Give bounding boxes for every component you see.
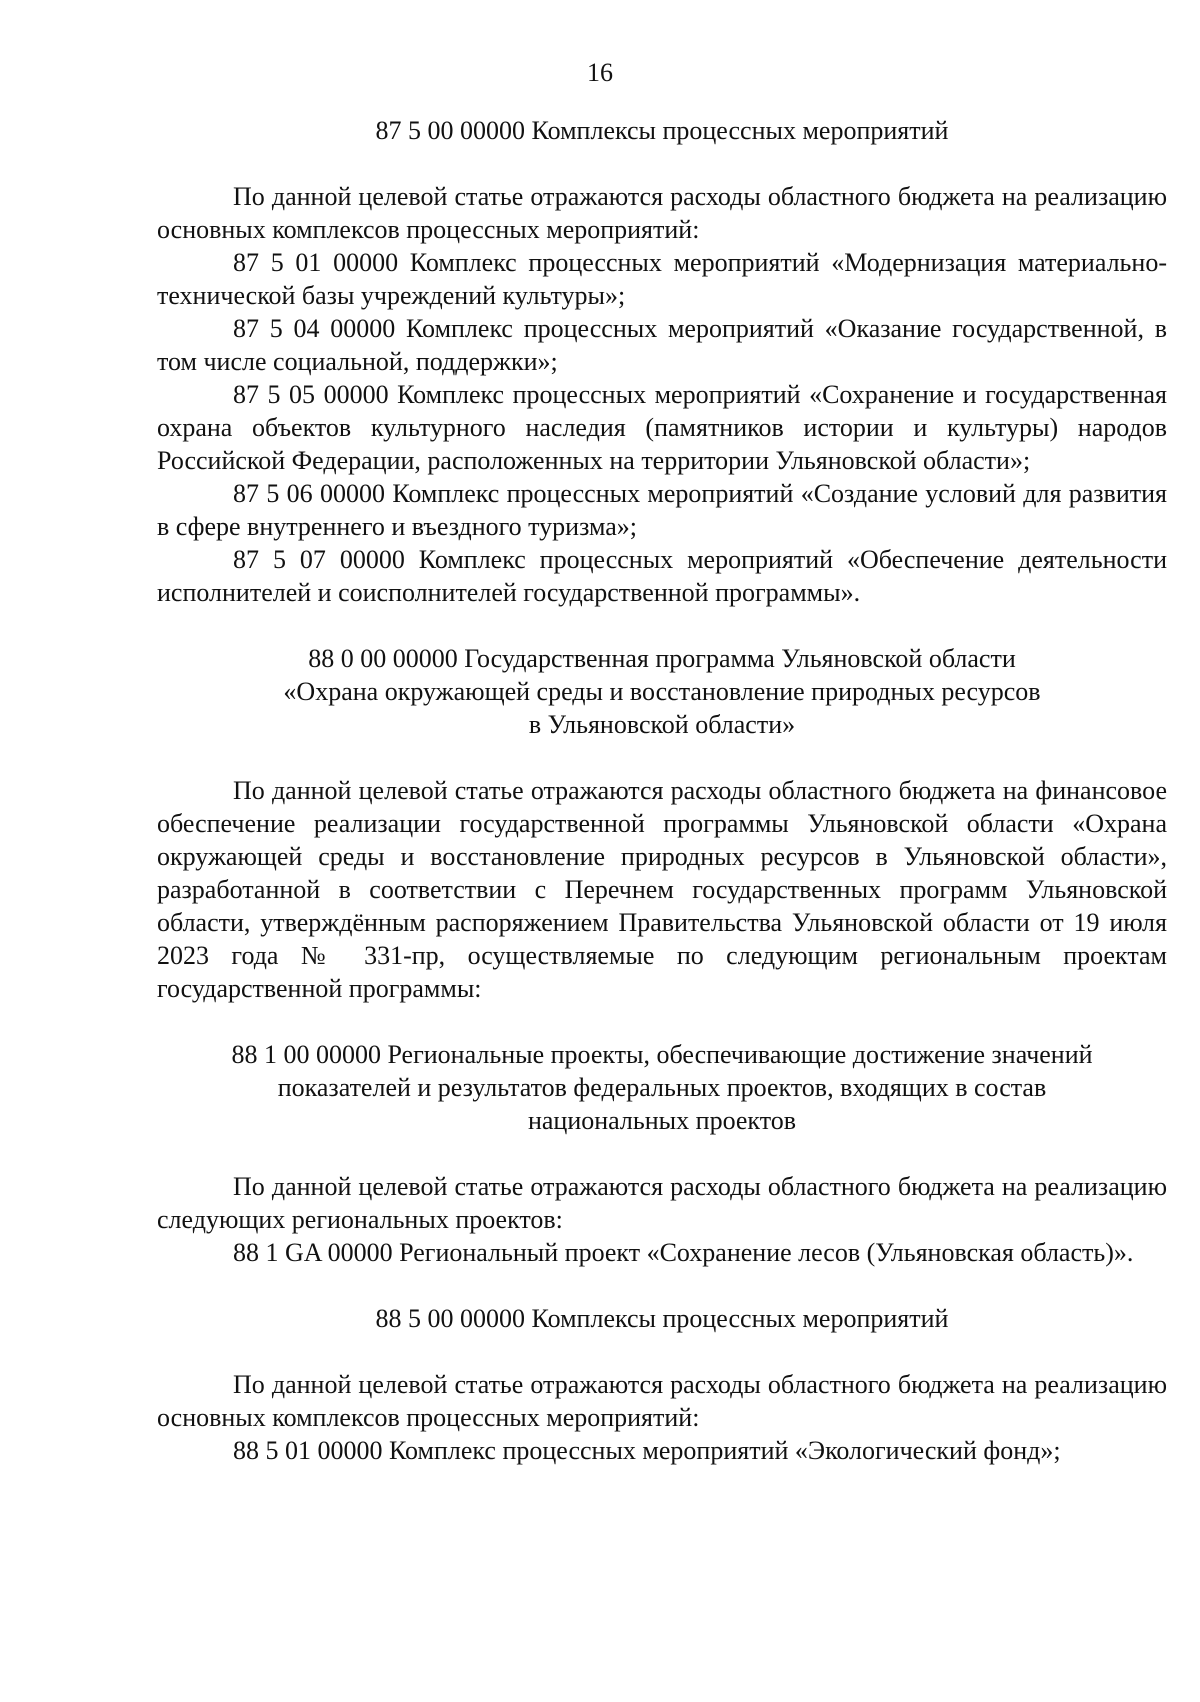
section-paragraph: По данной целевой статье отражаются расходы областного бюджета на реализацию основных комплексов процессных мероприятий: (157, 1370, 1167, 1432)
section-paragraph: По данной целевой статье отражаются расходы областного бюджета на финансовое обеспечение реализации государственной программы Ульяновской области «Охрана окружающей среды и восстановление природных ресурсов в Ульяновской области», разработанной в соответствии с Перечнем государственных программ Ульяновской области, утверждённым распоряжением Правительства Ульяновской области от 19 июля 2023 года № 331-пр, осуществляемые по следующим региональным проектам государственной программы: (157, 776, 1167, 1003)
list-item: 87 5 01 00000 Комплекс процессных мероприятий «Модернизация материально-технической базы учреждений культуры»; (157, 248, 1167, 310)
list-item: 87 5 04 00000 Комплекс процессных мероприятий «Оказание государственной, в том числе социальной, поддержки»; (157, 314, 1167, 376)
page-number: 16 (587, 58, 613, 87)
section-paragraph: По данной целевой статье отражаются расходы областного бюджета на реализацию следующих региональных проектов: (157, 1172, 1167, 1234)
section-heading: 87 5 00 00000 Комплексы процессных мероприятий (375, 116, 949, 145)
list-item: 87 5 06 00000 Комплекс процессных мероприятий «Создание условий для развития в сфере внутреннего и въездного туризма»; (157, 479, 1167, 541)
section-heading: в Ульяновской области» (528, 710, 796, 739)
section-88-1 (157, 1038, 1167, 1269)
list-item: 87 5 07 00000 Комплекс процессных мероприятий «Обеспечение деятельности исполнителей и соисполнителей государственной программы». (157, 545, 1167, 607)
section-heading: 88 1 00 00000 Региональные проекты, обеспечивающие достижение значений (231, 1040, 1093, 1069)
section-heading: 88 0 00 00000 Государственная программа Ульяновской области (308, 644, 1016, 673)
section-88-0 (157, 642, 1167, 1005)
section-heading: показателей и результатов федеральных проектов, входящих в состав (277, 1073, 1047, 1102)
list-item: 87 5 05 00000 Комплекс процессных мероприятий «Сохранение и государственная охрана объектов культурного наследия (памятников истории и культуры) народов Российской Федерации, расположенных на территории Ульяновской области»; (157, 380, 1167, 475)
section-88-5 (157, 1302, 1167, 1467)
section-heading: 88 5 00 00000 Комплексы процессных мероприятий (375, 1304, 949, 1333)
list-item: 88 5 01 00000 Комплекс процессных мероприятий «Экологический фонд»; (233, 1436, 1061, 1465)
section-87-5 (157, 114, 1167, 609)
section-heading: национальных проектов (527, 1106, 797, 1135)
document-body (157, 114, 1167, 1467)
section-heading: «Охрана окружающей среды и восстановление природных ресурсов (283, 677, 1041, 706)
list-item: 88 1 GA 00000 Региональный проект «Сохранение лесов (Ульяновская область)». (233, 1238, 1134, 1267)
section-paragraph: По данной целевой статье отражаются расходы областного бюджета на реализацию основных комплексов процессных мероприятий: (157, 182, 1167, 244)
